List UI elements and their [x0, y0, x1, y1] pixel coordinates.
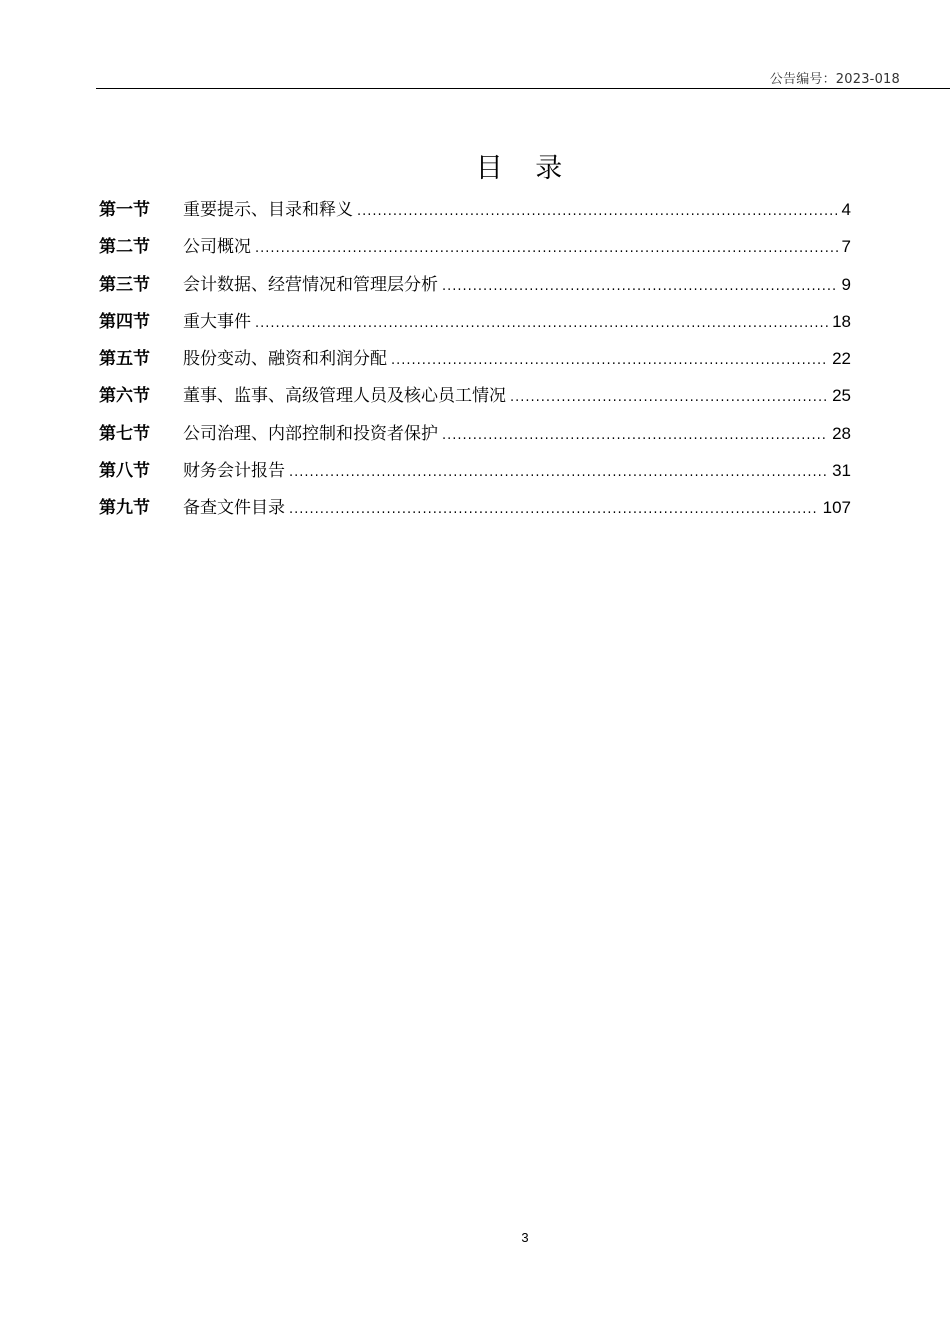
toc-entry-2[interactable] [99, 232, 851, 269]
toc-entry-6[interactable] [99, 381, 851, 418]
toc-entry-3[interactable] [99, 270, 851, 307]
toc-section-label: 第六节 [99, 386, 150, 407]
announcement-number: 公告编号：2023-018 [769, 72, 900, 87]
toc-section-label: 第二节 [99, 237, 150, 258]
toc-entry-1[interactable] [99, 195, 851, 232]
toc-section-name: 重要提示、目录和释义 [183, 200, 353, 220]
toc-section-label: 第四节 [99, 311, 150, 332]
toc-dot-leader [255, 241, 838, 256]
toc-section-name: 公司治理、内部控制和投资者保护 [183, 423, 438, 444]
toc-page-number: 18 [832, 311, 851, 331]
toc-page-number: 107 [822, 498, 851, 518]
toc-dot-leader [510, 390, 828, 405]
toc-section-name: 董事、监事、高级管理人员及核心员工情况 [183, 386, 506, 407]
toc-page-number: 4 [841, 200, 851, 219]
toc-dot-leader [391, 353, 828, 368]
toc-dot-leader [289, 502, 819, 517]
toc-section-label: 第一节 [99, 200, 150, 220]
header-divider [96, 88, 950, 89]
toc-section-name: 公司概况 [183, 237, 251, 258]
toc-section-name: 会计数据、经营情况和管理层分析 [183, 274, 438, 295]
toc-section-label: 第三节 [99, 274, 150, 295]
toc-section-label: 第八节 [99, 461, 150, 482]
toc-section-name: 财务会计报告 [183, 461, 285, 482]
toc-page-number: 25 [832, 386, 851, 406]
toc-section-name: 备查文件目录 [183, 498, 285, 519]
toc-entry-5[interactable] [99, 344, 851, 381]
toc-dot-leader [289, 465, 828, 480]
toc-page-number: 7 [841, 237, 851, 257]
toc-entry-9[interactable] [99, 493, 851, 530]
toc-dot-leader [442, 428, 828, 443]
toc-title: 目 录 [475, 153, 575, 184]
toc-page-number: 31 [832, 461, 851, 481]
toc-entry-4[interactable] [99, 307, 851, 344]
toc-page-number: 9 [841, 274, 851, 294]
toc-page-number: 22 [832, 349, 851, 369]
toc-dot-leader [255, 316, 828, 331]
toc-section-label: 第九节 [99, 498, 150, 519]
page-number: 3 [521, 1230, 529, 1245]
toc-entry-7[interactable] [99, 419, 851, 456]
toc-dot-leader [442, 279, 838, 294]
toc-section-name: 股份变动、融资和利润分配 [183, 349, 387, 370]
table-of-contents [99, 195, 851, 531]
toc-dot-leader [357, 204, 838, 219]
toc-section-name: 重大事件 [183, 311, 251, 332]
toc-page-number: 28 [832, 423, 851, 443]
toc-section-label: 第五节 [99, 349, 150, 370]
toc-section-label: 第七节 [99, 423, 150, 444]
toc-entry-8[interactable] [99, 456, 851, 493]
